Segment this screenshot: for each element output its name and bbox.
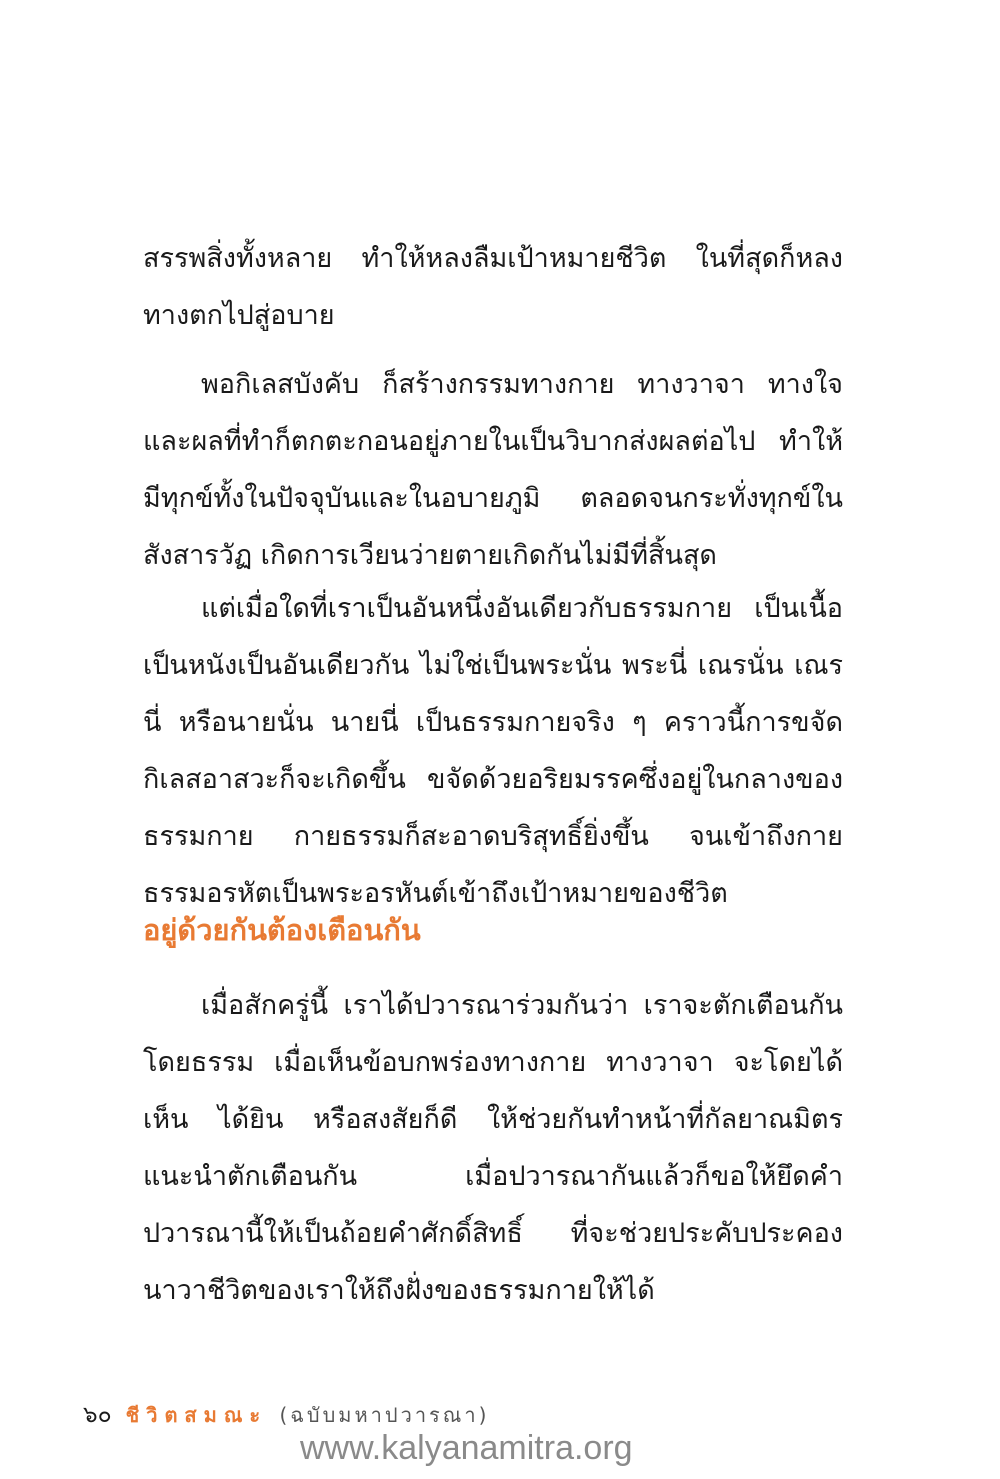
- book-title: ชีวิตสมณะ: [125, 1403, 268, 1427]
- watermark-url: www.kalyanamitra.org: [300, 1429, 633, 1467]
- paragraph-dhammakaya: แต่เมื่อใดที่เราเป็นอันหนึ่งอันเดียวกับธรรมกาย เป็นเนื้อเป็นหนังเป็นอันเดียวกัน ไม่ใช่เป็นพระนั่น พระนี่ เณรนั่น เณรนี่ หรือนายนั่น นายนี่ เป็นธรรมกายจริง ๆ คราวนี้การขจัดกิเลสอาสวะก็จะเกิดขึ้น ขจัดด้วยอริยมรรคซึ่งอยู่ในกลางของธรรมกาย กายธรรมก็สะอาดบริสุทธิ์ยิ่งขึ้น จนเข้าถึงกายธรรมอรหัตเป็นพระอรหันต์เข้าถึงเป้าหมายของชีวิต: [143, 593, 843, 909]
- paragraph-continuation: สรรพสิ่งทั้งหลาย ทำให้หลงลืมเป้าหมายชีวิต ในที่สุดก็หลงทางตกไปสู่อบาย: [143, 243, 843, 331]
- paragraph-defilement: พอกิเลสบังคับ ก็สร้างกรรมทางกาย ทางวาจา ทางใจ และผลที่ทำก็ตกตะกอนอยู่ภายในเป็นวิบากส่งผลต่อไป ทำให้มีทุกข์ทั้งในปัจจุบันและในอบายภูมิ ตลอดจนกระทั่งทุกข์ในสังสารวัฏ เกิดการเวียนว่ายตายเกิดกันไม่มีที่สิ้นสุด: [143, 369, 843, 571]
- paragraph-pavarana: เมื่อสักครู่นี้ เราได้ปวารณาร่วมกันว่า เราจะตักเตือนกันโดยธรรม เมื่อเห็นข้อบกพร่องทางกาย ทางวาจา จะโดยได้เห็น ได้ยิน หรือสงสัยก็ดี ให้ช่วยกันทำหน้าที่กัลยาณมิตรแนะนำตักเตือนกัน เมื่อปวารณากันแล้วก็ขอให้ยึดคำปวารณานี้ให้เป็นถ้อยคำศักดิ์สิทธิ์ ที่จะช่วยประคับประคองนาวาชีวิตของเราให้ถึงฝั่งของธรรมกายให้ได้: [143, 990, 843, 1306]
- book-edition: (ฉบับมหาปวารณา): [279, 1403, 490, 1427]
- page-number: ๖๐: [83, 1402, 112, 1428]
- section-heading: อยู่ด้วยกันต้องเตือนกัน: [143, 913, 421, 947]
